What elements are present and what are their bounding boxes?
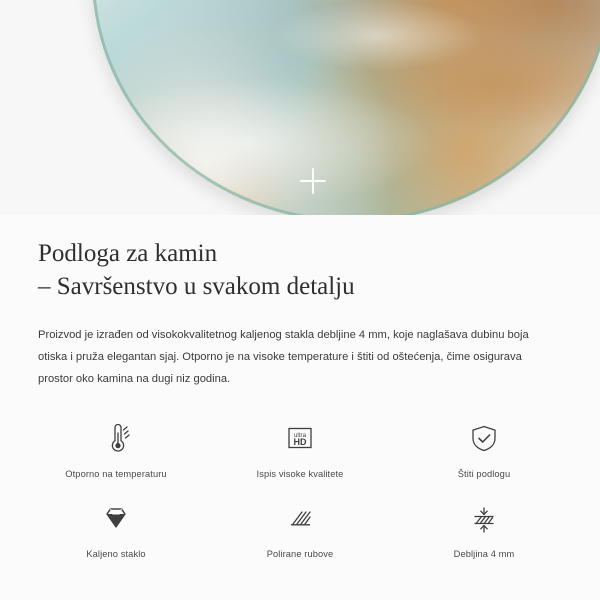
feature-label: Ispis visoke kvalitete bbox=[256, 468, 344, 479]
feature-item-tempered-glass bbox=[24, 495, 208, 559]
body-paragraph: Proizvod je izrađen od visokokvalitetnog kaljenog stakla debljine 4 mm, koje naglašava dubinu boja otiska i pruža elegantan sjaj. Otporno je na visoke temperature i štiti od oštećenja, čime osigurava prostor oko kamina na dugi niz godina. bbox=[38, 329, 529, 385]
feature-label: Debljina 4 mm bbox=[453, 548, 515, 559]
svg-text:ultra: ultra bbox=[293, 431, 307, 439]
headline-line-2: – Savršenstvo u svakom detalju bbox=[38, 273, 355, 300]
feature-label: Polirane rubove bbox=[266, 548, 334, 559]
page-title bbox=[38, 237, 562, 303]
shield-check-icon bbox=[461, 415, 507, 461]
feature-label: Štiti podlogu bbox=[457, 468, 511, 479]
feature-label: Otporno na temperaturu bbox=[65, 468, 167, 479]
feature-label: Kaljeno staklo bbox=[86, 548, 146, 559]
headline-line-1: Podloga za kamin bbox=[38, 240, 218, 267]
polished-edges-icon bbox=[277, 495, 323, 541]
feature-item-print-quality bbox=[208, 415, 392, 479]
diamond-icon bbox=[93, 495, 139, 541]
hero-image bbox=[0, 0, 600, 215]
thickness-arrows-icon bbox=[461, 495, 507, 541]
feature-item-polished-edges bbox=[208, 495, 392, 559]
feature-item-temperature bbox=[24, 415, 208, 479]
glass-disc-edge bbox=[92, 0, 600, 215]
ultra-hd-icon bbox=[277, 415, 323, 461]
thermometer-icon bbox=[93, 415, 139, 461]
glass-disc-graphic bbox=[92, 0, 600, 215]
feature-list bbox=[0, 415, 600, 559]
svg-text:HD: HD bbox=[293, 436, 307, 447]
feature-item-protection bbox=[392, 415, 576, 479]
feature-item-thickness bbox=[392, 495, 576, 559]
text-content bbox=[0, 215, 600, 391]
